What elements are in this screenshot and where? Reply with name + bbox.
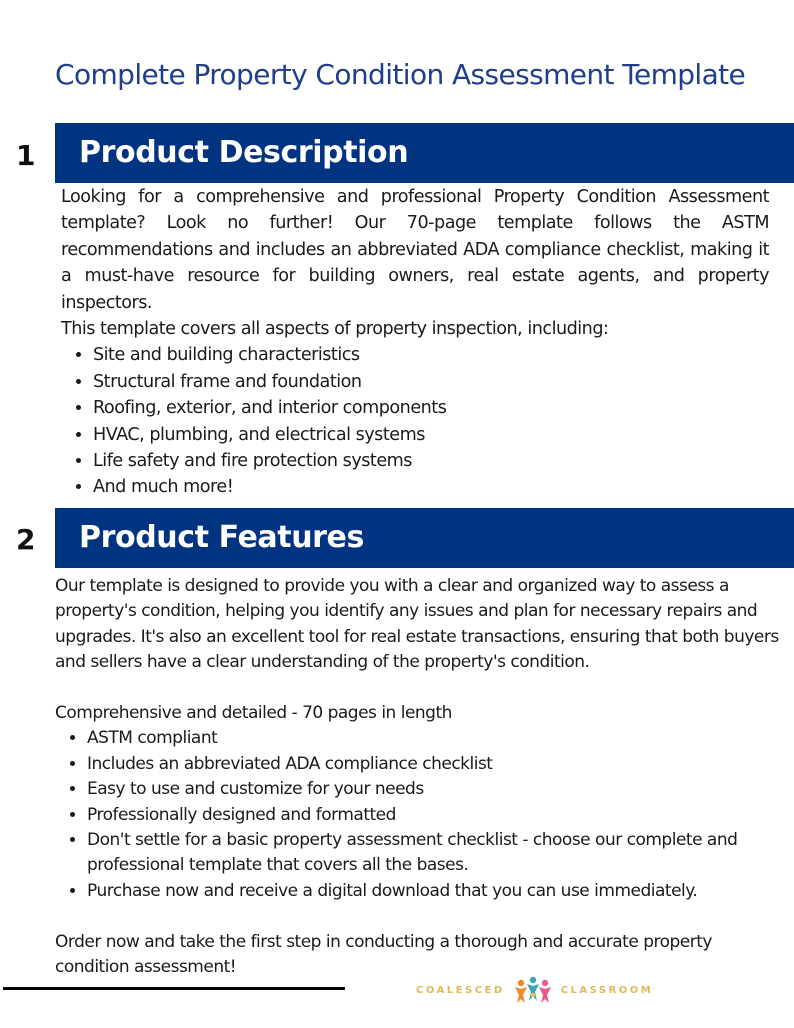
list-item: • HVAC, plumbing, and electrical systems (93, 422, 769, 448)
section-number-2: 2 (16, 523, 36, 556)
people-group-logo-icon (511, 975, 555, 1005)
section-number-1: 1 (16, 139, 36, 172)
list-item: • Purchase now and receive a digital download that you can use immediately. (87, 879, 780, 904)
brand-logo (416, 972, 653, 1008)
list-item: • Site and building characteristics (93, 342, 769, 368)
list-item: • Structural frame and foundation (93, 369, 769, 395)
closing-paragraph: Order now and take the first step in conducting a thorough and accurate property condition assessment! (55, 931, 712, 978)
list-item: • Life safety and fire protection systems (93, 448, 769, 474)
features-paragraph: Our template is designed to provide you with a clear and organized way to assess a property's condition, helping you identify any issues and plan for necessary repairs and upgrades. It's also an excellent tool for real estate transactions, ensuring that both buyers and sellers have a clear understanding of the property's condition. (55, 576, 779, 673)
list-item: • ASTM compliant (87, 726, 780, 751)
page-title: Complete Property Condition Assessment Template (55, 58, 746, 91)
section-banner-product-description: Product Description (55, 123, 794, 183)
description-paragraph: Looking for a comprehensive and professional Property Condition Assessment template? Look no further! Our 70-page template follows the ASTM recommendations and includes an abbreviated ADA compliance checklist, making it a must-have resource for building owners, real estate agents, and property inspectors. (61, 187, 769, 313)
footer-divider (3, 987, 345, 990)
brand-text-left: COALESCED (416, 984, 505, 996)
product-features-body (55, 574, 780, 980)
product-description-body (61, 184, 769, 501)
section-banner-product-features: Product Features (55, 508, 794, 568)
features-lead: Comprehensive and detailed - 70 pages in length (55, 703, 452, 724)
features-list (55, 726, 780, 904)
list-item: • Don't settle for a basic property assessment checklist - choose our complete and professional template that covers all the bases. (87, 828, 780, 879)
list-item: • Easy to use and customize for your needs (87, 777, 780, 802)
list-item: • Professionally designed and formatted (87, 803, 780, 828)
description-lead: This template covers all aspects of property inspection, including: (61, 319, 609, 340)
brand-text-right: CLASSROOM (560, 984, 654, 996)
list-item: • Includes an abbreviated ADA compliance checklist (87, 752, 780, 777)
list-item: • Roofing, exterior, and interior components (93, 395, 769, 421)
inspection-coverage-list (61, 342, 769, 500)
list-item: • And much more! (93, 474, 769, 500)
